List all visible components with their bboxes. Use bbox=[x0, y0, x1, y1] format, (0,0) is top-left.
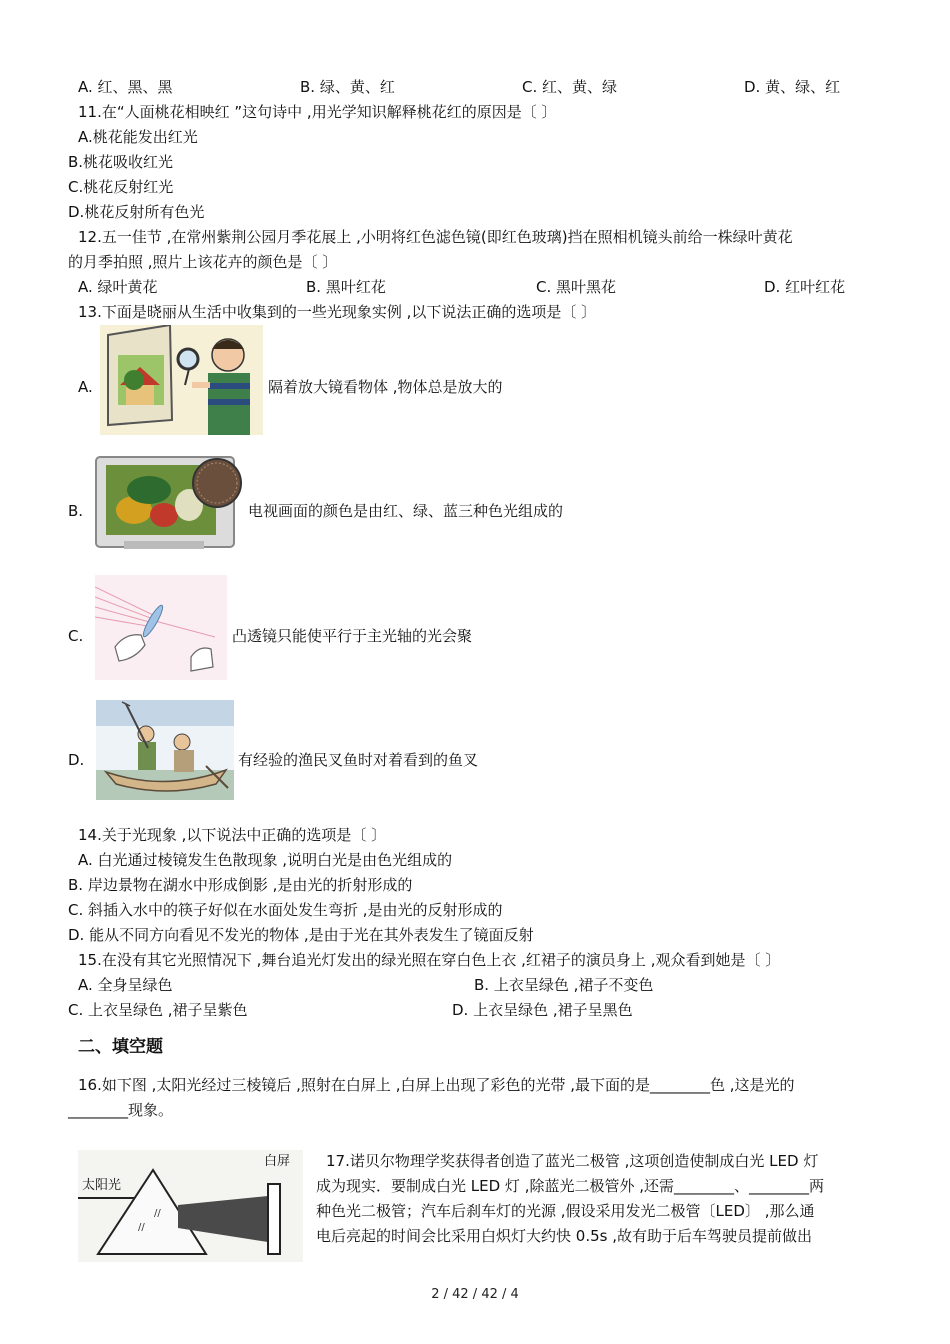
q15-option-d: D. 上衣呈绿色 ,裙子呈黑色 bbox=[452, 1001, 633, 1019]
q12-option-c: C. 黑叶黑花 bbox=[536, 278, 617, 296]
svg-text://: // bbox=[138, 1222, 145, 1233]
q13-option-d-text: 有经验的渔民叉鱼时对着看到的鱼叉 bbox=[238, 751, 479, 769]
q11-stem: 11.在“人面桃花相映红 ”这句诗中 ,用光学知识解释桃花红的原因是〔 〕 bbox=[78, 103, 557, 121]
q11-option-d: D.桃花反射所有色光 bbox=[68, 203, 205, 221]
magnifier-illustration bbox=[100, 325, 263, 435]
q12-option-a: A. 绿叶黄花 bbox=[78, 278, 158, 296]
q17-line4: 电后亮起的时间会比采用白炽灯大约快 0.5s ,故有助于后车驾驶员提前做出 bbox=[316, 1227, 812, 1245]
q12-option-b: B. 黑叶红花 bbox=[306, 278, 386, 296]
q17-line2: 成为现实．要制成白光 LED 灯 ,除蓝光二极管外 ,还需________、________两 bbox=[316, 1177, 824, 1195]
q11-option-b: B.桃花吸收红光 bbox=[68, 153, 174, 171]
q12-stem-line1: 12.五一佳节 ,在常州紫荆公园月季花展上 ,小明将红色滤色镜(即红色玻璃)挡在照相机镜头前给一株绿叶黄花 bbox=[78, 228, 793, 246]
q12-option-d: D. 红叶红花 bbox=[764, 278, 846, 296]
q15-option-b: B. 上衣呈绿色 ,裙子不变色 bbox=[474, 976, 654, 994]
sunlight-label: 太阳光 bbox=[82, 1178, 122, 1193]
q13-option-d-letter: D. bbox=[68, 751, 85, 769]
q16-line1: 16.如下图 ,太阳光经过三棱镜后 ,照射在白屏上 ,白屏上出现了彩色的光带 ,最下面的是________色 ,这是光的 bbox=[78, 1076, 795, 1094]
q13-option-a-letter: A. bbox=[78, 378, 93, 396]
q15-option-a: A. 全身呈绿色 bbox=[78, 976, 173, 994]
q15-stem: 15.在没有其它光照情况下 ,舞台追光灯发出的绿光照在穿白色上衣 ,红裙子的演员身上 ,观众看到她是〔 〕 bbox=[78, 951, 781, 969]
q14-stem: 14.关于光现象 ,以下说法中正确的选项是〔 〕 bbox=[78, 826, 387, 844]
q10-option-c: C. 红、黄、绿 bbox=[522, 78, 618, 96]
lens-light-illustration bbox=[95, 575, 227, 680]
fishing-boat-illustration bbox=[96, 700, 234, 800]
q11-option-c: C.桃花反射红光 bbox=[68, 178, 174, 196]
q10-option-b: B. 绿、黄、红 bbox=[300, 78, 395, 96]
q17-line3: 种色光二极管；汽车后刹车灯的光源 ,假设采用发光二极管〔LED〕 ,那么通 bbox=[316, 1202, 815, 1220]
svg-text://: // bbox=[154, 1208, 161, 1219]
q11-option-a: A.桃花能发出红光 bbox=[78, 128, 198, 146]
page-number: 2 / 42 / 42 / 4 bbox=[431, 1287, 519, 1302]
q14-option-a: A. 白光通过棱镜发生色散现象 ,说明白光是由色光组成的 bbox=[78, 851, 453, 869]
section-heading: 二、填空题 bbox=[78, 1037, 163, 1057]
q14-option-b: B. 岸边景物在湖水中形成倒影 ,是由光的折射形成的 bbox=[68, 876, 413, 894]
prism-figure bbox=[78, 1150, 303, 1262]
q13-stem: 13.下面是晓丽从生活中收集到的一些光现象实例 ,以下说法正确的选项是〔 〕 bbox=[78, 303, 597, 321]
white-screen-label: 白屏 bbox=[264, 1154, 291, 1169]
q13-option-c-letter: C. bbox=[68, 627, 84, 645]
q14-option-c: C. 斜插入水中的筷子好似在水面处发生弯折 ,是由光的反射形成的 bbox=[68, 901, 503, 919]
q17-line1: 17.诺贝尔物理学奖获得者创造了蓝光二极管 ,这项创造使制成白光 LED 灯 bbox=[326, 1152, 819, 1170]
q10-option-a: A. 红、黑、黑 bbox=[78, 78, 173, 96]
q13-option-a-text: 隔着放大镜看物体 ,物体总是放大的 bbox=[268, 378, 503, 396]
q13-option-b-text: 电视画面的颜色是由红、绿、蓝三种色光组成的 bbox=[248, 502, 564, 520]
tv-illustration bbox=[94, 455, 244, 553]
q16-line2: ________现象。 bbox=[68, 1101, 174, 1119]
q15-option-c: C. 上衣呈绿色 ,裙子呈紫色 bbox=[68, 1001, 248, 1019]
q14-option-d: D. 能从不同方向看见不发光的物体 ,是由于光在其外表发生了镜面反射 bbox=[68, 926, 534, 944]
q10-option-d: D. 黄、绿、红 bbox=[744, 78, 841, 96]
q13-option-b-letter: B. bbox=[68, 502, 84, 520]
q12-stem-line2: 的月季拍照 ,照片上该花卉的颜色是〔 〕 bbox=[68, 253, 338, 271]
q13-option-c-text: 凸透镜只能使平行于主光轴的光会聚 bbox=[232, 627, 473, 645]
